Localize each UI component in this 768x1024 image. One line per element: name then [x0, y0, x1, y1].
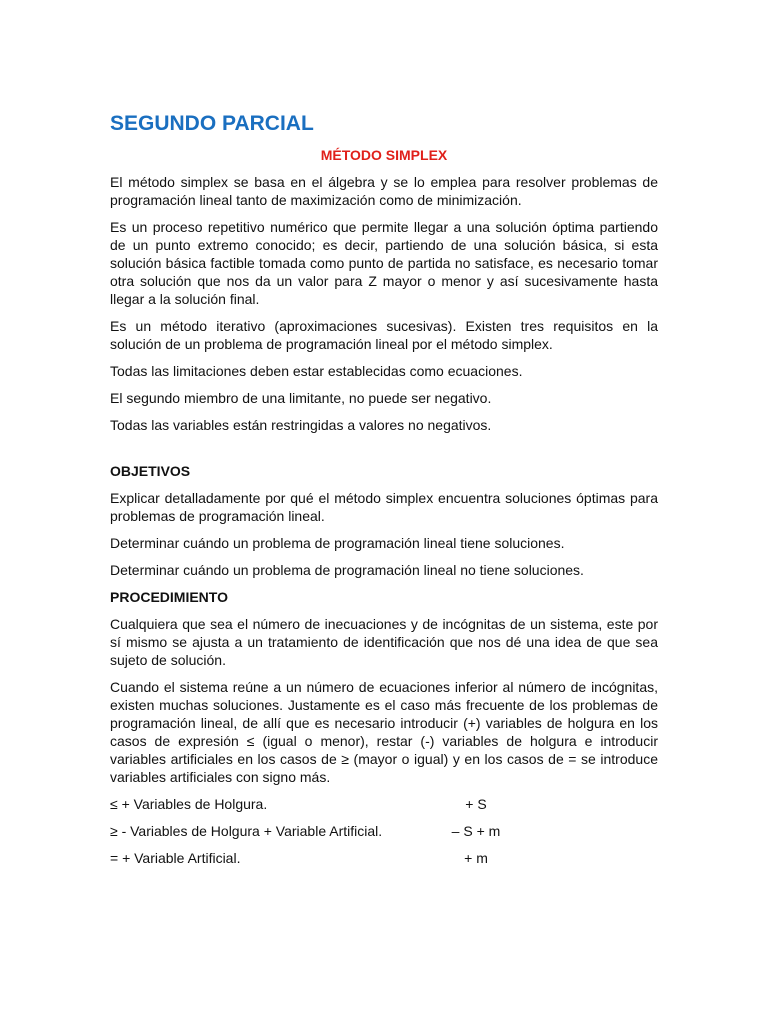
intro-paragraph: El método simplex se basa en el álgebra y se lo emplea para resolver problemas de programación lineal tanto de maximización como de minimización. — [110, 174, 658, 208]
objective-item: Determinar cuándo un problema de programación lineal tiene soluciones. — [110, 535, 565, 551]
rule-symbol: – S + m — [451, 823, 501, 839]
rule-constraint: ≥ - Variables de Holgura + Variable Artificial. — [110, 823, 383, 839]
rule-symbol: + m — [464, 850, 488, 866]
page-title: SEGUNDO PARCIAL — [110, 112, 314, 135]
rule-row — [110, 849, 658, 867]
procedure-paragraph: Cualquiera que sea el número de inecuaciones y de incógnitas de un sistema, este por sí mismo se ajusta a un tratamiento de identificación que nos dé una idea de que sea sujeto de solución. — [110, 616, 658, 668]
rule-constraint: = + Variable Artificial. — [110, 850, 241, 866]
objective-item: Explicar detalladamente por qué el método simplex encuentra soluciones óptimas para problemas de programación lineal. — [110, 490, 658, 524]
objetivos-heading: OBJETIVOS — [110, 463, 191, 479]
document-content — [110, 110, 658, 876]
procedure-paragraph: Cuando el sistema reúne a un número de ecuaciones inferior al número de incógnitas, existen muchas soluciones. Justamente es el caso más frecuente de los problemas de programación lineal, de allí que es necesario introducir (+) variables de holgura en los casos de expresión ≤ (igual o menor), restar (-) variables de holgura e introducir variables artificiales en los casos de ≥ (mayor o igual) y en los casos de = se introduce variables artificiales con signo más. — [110, 679, 658, 785]
procedimiento-heading: PROCEDIMIENTO — [110, 589, 228, 605]
requirement-item: Todas las variables están restringidas a valores no negativos. — [110, 417, 492, 433]
requirement-item: El segundo miembro de una limitante, no puede ser negativo. — [110, 390, 492, 406]
objective-item: Determinar cuándo un problema de programación lineal no tiene soluciones. — [110, 562, 584, 578]
requirement-item: Todas las limitaciones deben estar establecidas como ecuaciones. — [110, 363, 523, 379]
intro-paragraph: Es un método iterativo (aproximaciones sucesivas). Existen tres requisitos en la solución de un problema de programación lineal por el método simplex. — [110, 318, 658, 352]
rule-row — [110, 822, 658, 840]
rule-symbol: + S — [465, 796, 487, 812]
section-subtitle: MÉTODO SIMPLEX — [320, 147, 448, 163]
intro-paragraph: Es un proceso repetitivo numérico que permite llegar a una solución óptima partiendo de un punto extremo conocido; es decir, partiendo de una solución básica, si esta solución básica factible tomada como punto de partida no satisface, es necesario tomar otra solución que nos da un valor para Z mayor o menor y así sucesivamente hasta llegar a la solución final. — [110, 219, 658, 307]
rule-row — [110, 795, 658, 813]
rule-constraint: ≤ + Variables de Holgura. — [110, 796, 268, 812]
